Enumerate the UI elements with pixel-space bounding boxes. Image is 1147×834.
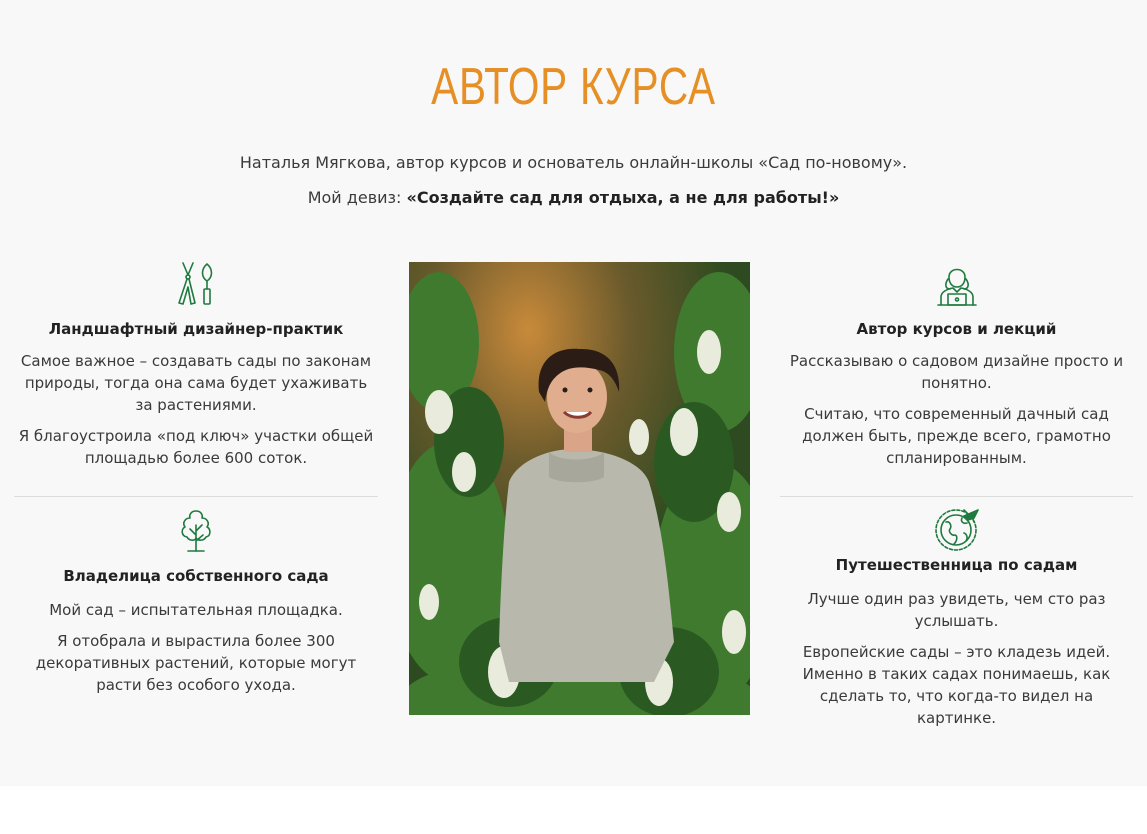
motto-prefix: Мой девиз: bbox=[307, 188, 407, 207]
owner-block bbox=[14, 507, 378, 696]
author-heading: Автор курсов и лекций bbox=[856, 320, 1057, 338]
author-photo-image bbox=[409, 262, 750, 715]
owner-text-1: Мой сад – испытательная площадка. bbox=[49, 601, 343, 619]
motto-text bbox=[0, 188, 1147, 207]
traveler-text-1: Лучше один раз увидеть, чем сто раз услышать. bbox=[807, 590, 1106, 630]
author-photo bbox=[409, 262, 750, 715]
owner-text-2: Я отобрала и вырастила более 300 декоративных растений, которые могут расти без особого ухода. bbox=[35, 632, 357, 694]
divider bbox=[780, 496, 1133, 497]
designer-heading: Ландшафтный дизайнер-практик bbox=[48, 320, 344, 338]
traveler-text-2: Европейские сады – это кладезь идей. Именно в таких садах понимаешь, как сделать то, что когда-то видел на картинке. bbox=[802, 643, 1111, 727]
tree-icon bbox=[173, 507, 219, 553]
section-title: АВТОР КУРСА bbox=[431, 58, 716, 116]
designer-text-2: Я благоустроила «под ключ» участки общей площадью более 600 соток. bbox=[18, 427, 374, 467]
owner-heading: Владелица собственного сада bbox=[63, 567, 329, 585]
divider bbox=[14, 496, 378, 497]
garden-tools-icon bbox=[173, 261, 219, 307]
globe-plane-icon bbox=[934, 506, 980, 552]
designer-text-1: Самое важное – создавать сады по законам природы, тогда она сама будет ухаживать за растениями. bbox=[20, 352, 372, 414]
traveler-heading: Путешественница по садам bbox=[835, 556, 1078, 574]
author-text-2: Считаю, что современный дачный сад должен быть, прежде всего, грамотно спланированным. bbox=[802, 405, 1111, 467]
motto: «Создайте сад для отдыха, а не для работы!» bbox=[406, 188, 840, 207]
lecturer-icon bbox=[934, 261, 980, 307]
intro-text: Наталья Мягкова, автор курсов и основатель онлайн-школы «Сад по-новому». bbox=[239, 153, 908, 172]
author-text-1: Рассказываю о садовом дизайне просто и понятно. bbox=[789, 352, 1124, 392]
traveler-block bbox=[780, 506, 1133, 729]
author-block bbox=[780, 261, 1133, 469]
designer-block bbox=[14, 261, 378, 469]
